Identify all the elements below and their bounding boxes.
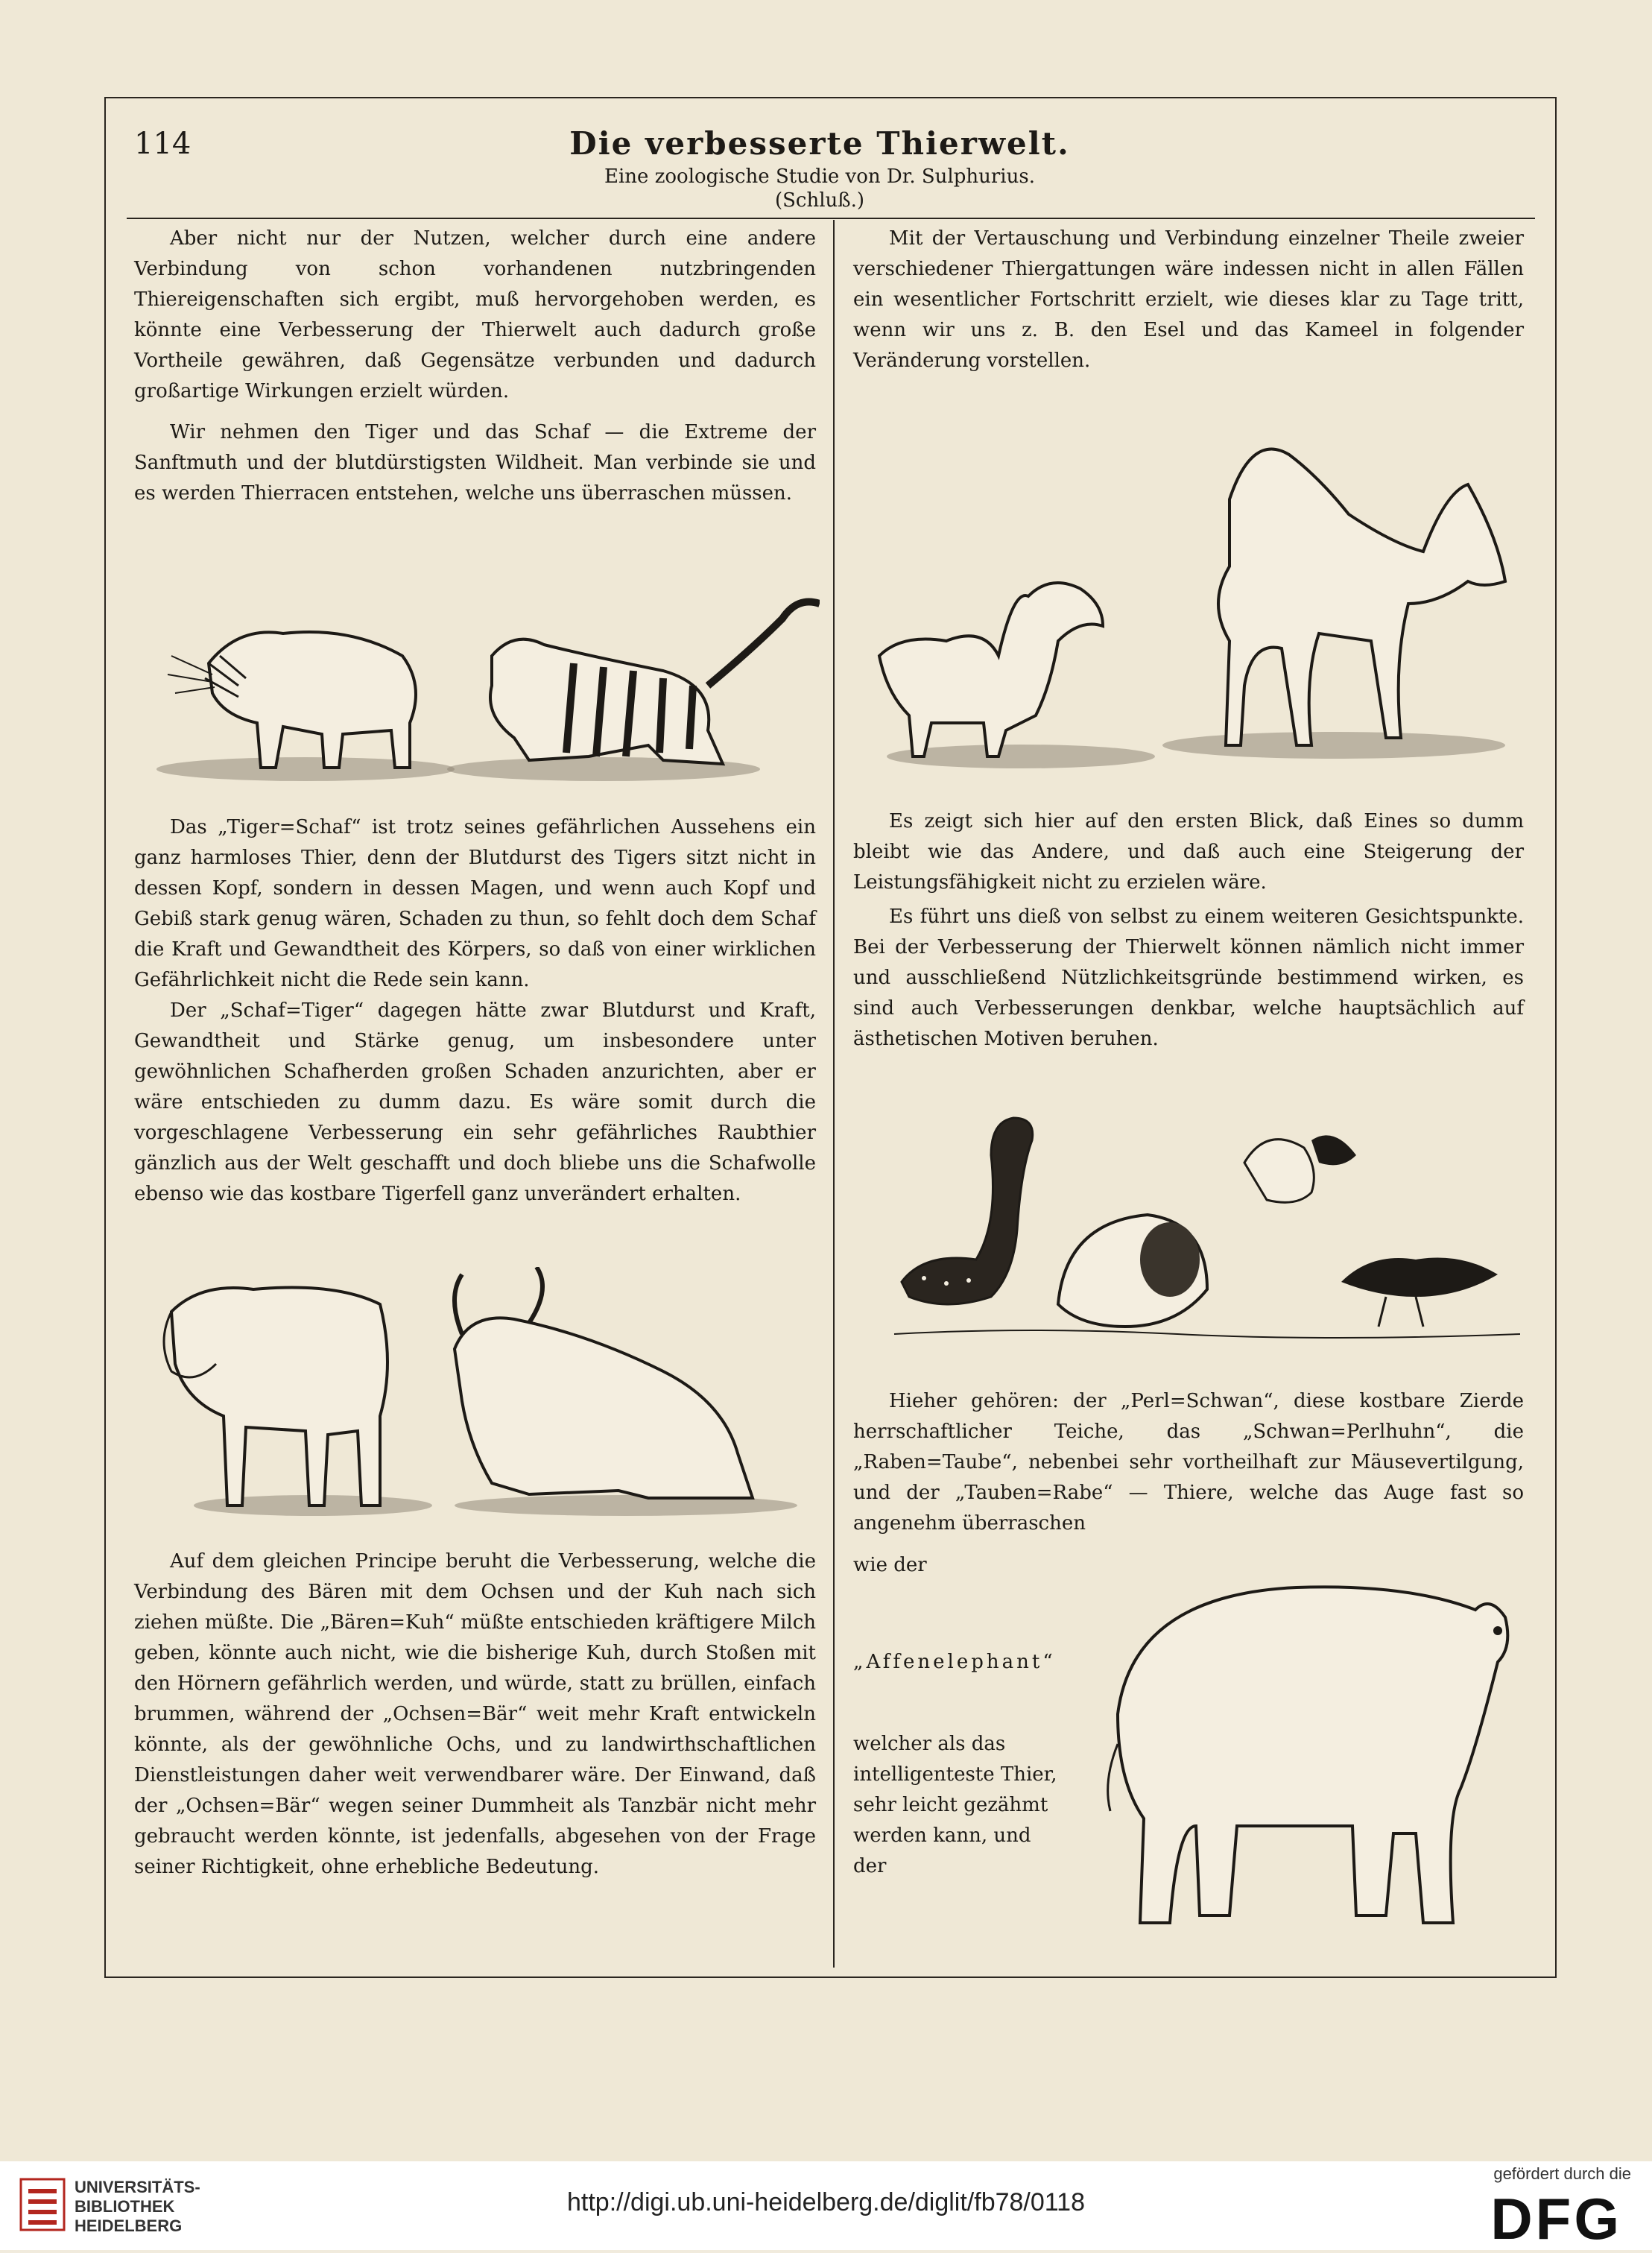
left-paragraph-1: Aber nicht nur der Nutzen, welcher durch eine andere Verbindung von schon vorhandenen nutzbringenden Thiereigenschaften sich ergibt, muß hervorgehoben werden, es könnte eine Verbesserung der Thierwelt auch dadurch große Vortheile gewähren, daß Gegensätze verbunden und dadurch großartige Wirkungen erzielt würden. [134,227,816,402]
article-subtitle: Eine zoologische Studie von Dr. Sulphurius. [604,165,1035,188]
right-paragraph-3: Es führt uns dieß von selbst zu einem weiteren Gesichtspunkte. Bei der Verbesserung der Thierwelt können nämlich nicht immer und ausschließend Nützlichkeitsgründe bestimmend wirken, es sind auch Verbesserungen denkbar, welche hauptsächlich auf ästhetischen Motiven beruhen. [853,906,1524,1050]
left-paragraph-3: Das „Tiger=Schaf“ ist trotz seines gefährlichen Aussehens ein ganz harmloses Thier, denn der Blutdurst des Tigers sitzt nicht in dessen Kopf, sondern in dessen Magen, und wenn auch Kopf und Gebiß stark genug wären, Schaden zu thun, so fehlt doch dem Schaf die Kraft und Gewandtheit des Körpers, so daß von einer wirklichen Gefährlichkeit nicht die Rede sein kann. [134,816,816,991]
left-paragraph-4: Der „Schaf=Tiger“ dagegen hätte zwar Blutdurst und Kraft, Gewandtheit und Stärke genug, um insbesondere unter gewöhnlichen Schafherden großen Schaden anzurichten, aber er wäre entschieden zu dumm dazu. Es wäre somit durch die vorgeschlagene Verbesserung ein sehr gefährliches Raubthier gänzlich aus der Welt geschafft und doch bliebe uns die Schafwolle ebenso wie das kostbare Tigerfell ganz unverändert erhalten. [134,999,816,1205]
tiger-sheep-illustration [127,574,820,797]
right-paragraph-4: Hieher gehören: der „Perl=Schwan“, diese kostbare Zierde herrschaftlicher Teiche, das „Schwan=Perlhuhn“, die „Raben=Taube“, nebenbei sehr vortheilhaft zur Mäusevertilgung, und der „Tauben=Rabe“ — Thiere, welche das Auge fast so angenehm überraschen [853,1390,1524,1535]
right-paragraph-5: wie der [853,1554,927,1576]
monkey-elephant-illustration [1073,1565,1535,1953]
article-title: Die verbesserte Thierwelt. [569,125,1070,162]
continuation-note: (Schluß.) [774,189,865,212]
left-paragraph-5: Auf dem gleichen Principe beruht die Verbesserung, welche die Verbindung des Bären mit dem Ochsen und der Kuh nach sich ziehen müßte. Die „Bären=Kuh“ müßte entschieden kräftigere Milch geben, könnte auch nicht, wie die bisherige Kuh, durch Stoßen mit den Hörnern gefährlich werden, und würde, statt zu brüllen, einfach brummen, während der „Ochsen=Bär“ weit mehr Kraft entwickeln könnte, als der gewöhnliche Ochs, und zu landwirthschaftlichen Dienstleistungen daher weit verwendbarer wäre. Der Einwand, daß der „Ochsen=Bär“ wegen seiner Dummheit als Tanzbär nicht mehr gebraucht werden könnte, ist jedenfalls, abgesehen von der Frage seiner Richtigkeit, ohne erhebliche Bedeutung. [134,1550,816,1878]
right-paragraph-2: Es zeigt sich hier auf den ersten Blick, daß Eines so dumm bleibt wie das Andere, und daß auch eine Steigerung der Leistungsfähigkeit nicht zu erzielen wäre. [853,810,1524,894]
source-url-link[interactable]: http://digi.ub.uni-heidelberg.de/diglit/fb78/0118 [567,2188,1085,2216]
funding-label: gefördert durch die [1493,2164,1631,2183]
affenelephant-label: „Affenelephant“ [853,1651,1056,1673]
bear-cow-illustration [142,1267,812,1520]
header-rule [127,218,1535,219]
donkey-camel-illustration [857,417,1528,775]
right-paragraph-6: welcher als das intelligenteste Thier, sehr leicht gezähmt werden kann, und der [853,1733,1057,1877]
dfg-logo: DFG [1490,2186,1622,2252]
birds-illustration [879,1110,1520,1364]
right-paragraph-1: Mit der Vertauschung und Verbindung einzelner Theile zweier verschiedener Thiergattungen wäre indessen nicht in allen Fällen ein wesentlicher Fortschritt erzielt, wie dieses klar zu Tage tritt, wenn wir uns z. B. den Esel und das Kameel in folgender Veränderung vorstellen. [853,227,1524,372]
column-divider [833,220,835,1968]
left-paragraph-2: Wir nehmen den Tiger und das Schaf — die Extreme der Sanftmuth und der blutdürstigsten Wildheit. Man verbinde sie und es werden Thierracen entstehen, welche uns überraschen müssen. [134,421,816,505]
page-number: 114 [134,127,192,161]
library-name: UNIVERSITÄTS- BIBLIOTHEK HEIDELBERG [75,2178,200,2235]
